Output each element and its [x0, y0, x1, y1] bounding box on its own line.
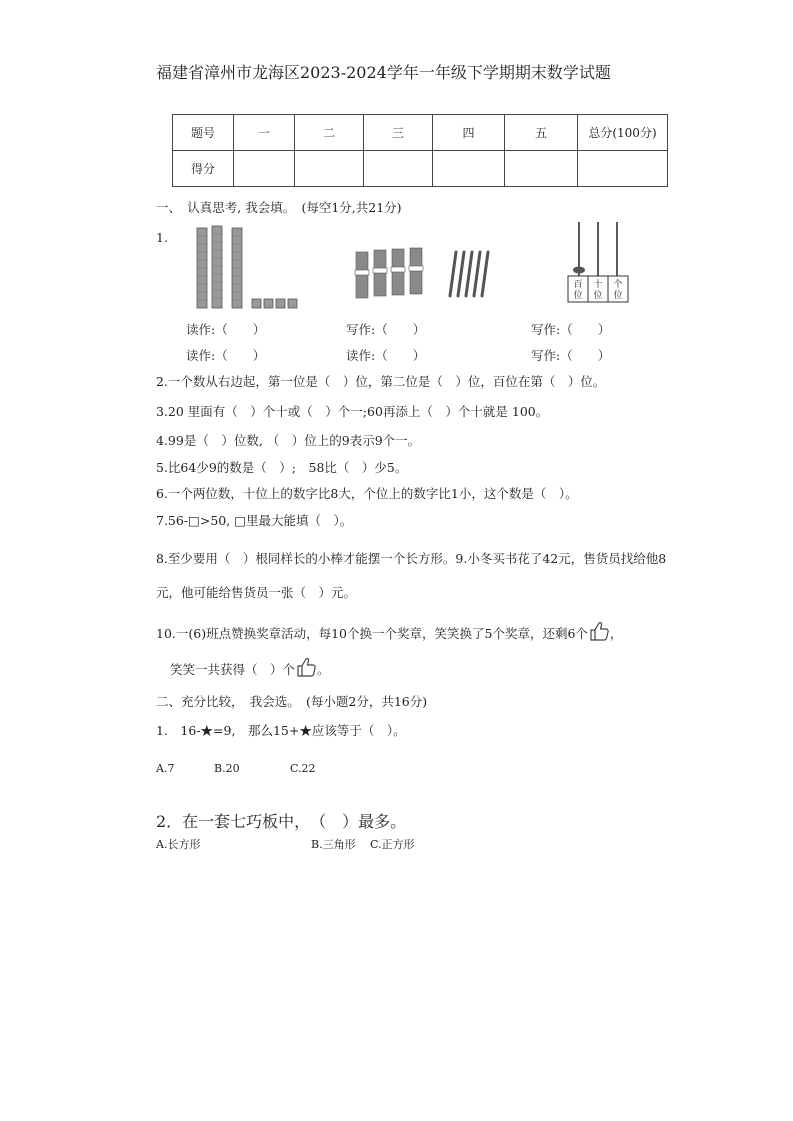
- section1-heading: 一、 认真思考, 我会填。 (每空1分,共21分): [156, 200, 402, 215]
- score-header-cell: 三: [364, 115, 433, 151]
- score-table-header-row: [173, 115, 668, 151]
- question-number: 1.: [156, 230, 168, 245]
- score-table: [172, 114, 668, 187]
- score-cell: [578, 151, 668, 187]
- score-header-cell: 五: [505, 115, 578, 151]
- question-6: 6.一个两位数，十位上的数字比8大，个位上的数字比1小，这个数是（ ）。: [156, 486, 578, 501]
- abacus-label-ones-1: 个: [613, 280, 623, 290]
- question-8-9: 8.至少要用（ ）根同样长的小棒才能摆一个长方形。9.小冬买书花了42元，售货员找给他8: [156, 551, 667, 566]
- section2-question-1: 1. 16-★=9, 那么15+★应该等于（ ）。: [156, 723, 406, 738]
- score-cell: [295, 151, 364, 187]
- question-5: 5.比64少9的数是（ ）; 58比（ ）少5。: [156, 460, 408, 475]
- option-c: C.22: [290, 762, 316, 775]
- question-10-line2: [170, 656, 330, 678]
- section2-heading: 二、充分比较， 我会选。 (每小题2分，共16分): [156, 694, 428, 709]
- abacus-illustration: [566, 218, 632, 304]
- score-table-score-row: [173, 151, 668, 187]
- score-cell: [433, 151, 505, 187]
- option-b: B.三角形: [311, 838, 356, 851]
- score-header-cell: 题号: [173, 115, 234, 151]
- question-7: 7.56-□>50, □里最大能填（ ）。: [156, 513, 353, 528]
- abacus-label-ones-2: 位: [613, 291, 623, 301]
- score-header-cell: 二: [295, 115, 364, 151]
- thumbs-up-icon: [588, 620, 610, 642]
- question-10-line2-end: 。: [317, 662, 330, 677]
- question-4: 4.99是（ ）位数, （ ）位上的9表示9个一。: [156, 433, 421, 448]
- abacus-label-hundreds-2: 位: [573, 291, 583, 301]
- page-title: 福建省漳州市龙海区2023-2024学年一年级下学期期末数学试题: [156, 63, 611, 82]
- abacus-label-tens-2: 位: [593, 291, 603, 301]
- score-row-label: 得分: [173, 151, 234, 187]
- q1-answer-blank: 写作:（ ）: [531, 322, 611, 337]
- abacus-label-hundreds-1: 百: [573, 280, 583, 290]
- option-b: B.20: [214, 762, 240, 775]
- score-header-cell: 四: [433, 115, 505, 151]
- question-2: 2.一个数从右边起，第一位是（ ）位，第二位是（ ）位，百位在第（ ）位。: [156, 374, 606, 389]
- option-c: C.正方形: [370, 838, 415, 851]
- question-9-continued: 元，他可能给售货员一张（ ）元。: [156, 585, 357, 600]
- score-cell: [234, 151, 295, 187]
- q1-answer-blank: 读作:（ ）: [186, 322, 266, 337]
- q1-answer-blank: 读作:（ ）: [186, 348, 266, 363]
- score-header-cell: 总分(100分): [578, 115, 668, 151]
- section2-question-2: 2．在一套七巧板中， （ ）最多。: [156, 812, 407, 831]
- q1-answer-blank: 读作:（ ）: [346, 348, 426, 363]
- thumbs-up-icon: [295, 656, 317, 678]
- abacus-label-tens-1: 十: [593, 280, 603, 290]
- q1-answer-blank: 写作:（ ）: [346, 322, 426, 337]
- option-a: A.长方形: [156, 838, 201, 851]
- base-ten-blocks-illustration: [190, 222, 310, 312]
- option-a: A.7: [156, 762, 175, 775]
- score-header-cell: 一: [234, 115, 295, 151]
- question-10-line2-text: 笑笑一共获得（ ）个: [170, 662, 296, 677]
- question-10-text: 10.一(6)班点赞换奖章活动，每10个换一个奖章，笑笑换了5个奖章，还剩6个: [156, 626, 588, 641]
- question-10-punct: ，: [609, 626, 623, 641]
- score-cell: [364, 151, 433, 187]
- q1-answer-blank: 写作:（ ）: [531, 348, 611, 363]
- stick-bundles-illustration: [352, 244, 502, 302]
- question-3: 3.20 里面有（ ）个十或（ ）个一;60再添上（ ）个十就是 100。: [156, 404, 549, 419]
- score-cell: [505, 151, 578, 187]
- question-10: [156, 620, 622, 642]
